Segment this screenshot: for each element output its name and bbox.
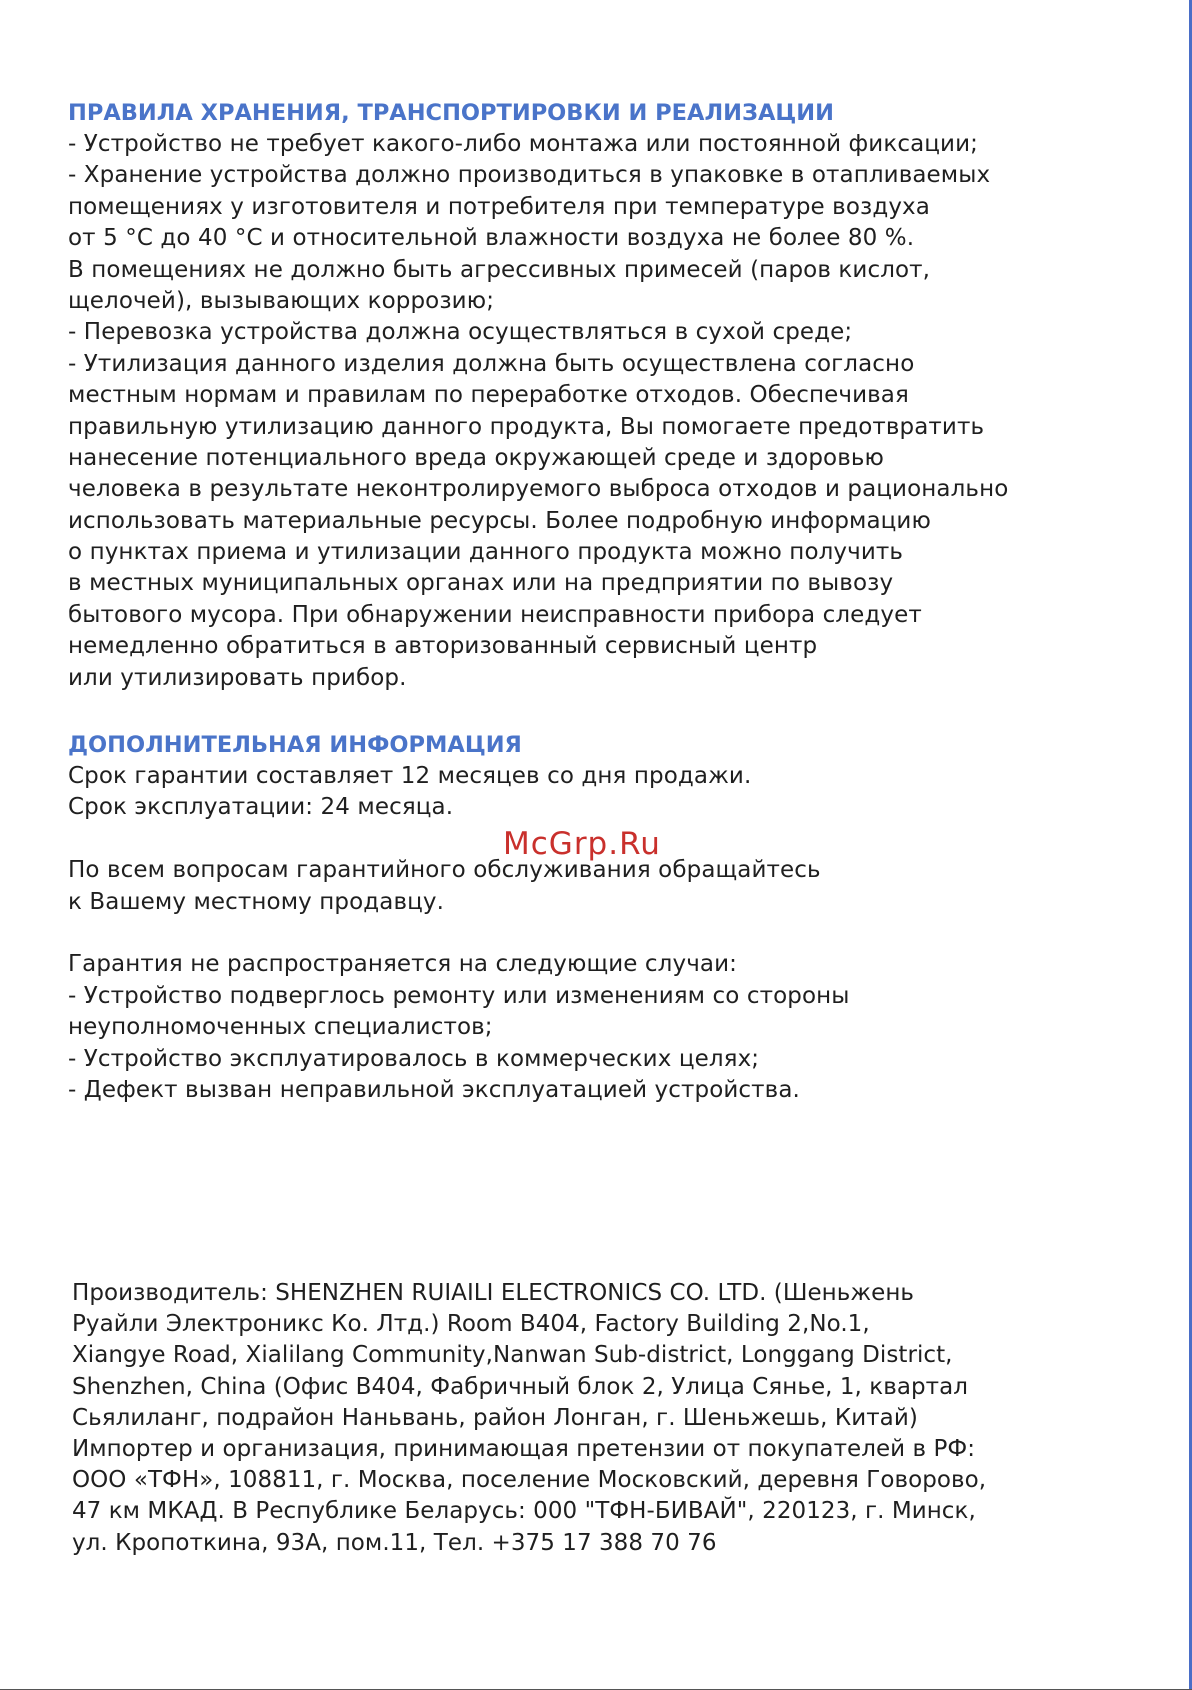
storage-section [68,98,1158,694]
storage-line: от 5 °С до 40 °С и относительной влажности воздуха не более 80 %. [68,225,915,252]
storage-line: человека в результате неконтролируемого выброса отходов и рационально [68,476,1009,503]
storage-line: в местных муниципальных органах или на предприятии по вывозу [68,570,894,597]
exclusion-line: - Устройство эксплуатировалось в коммерческих целях; [68,1045,760,1072]
exclusion-line: Гарантия не распространяется на следующие случаи: [68,951,737,978]
importer-line: ул. Кропоткина, 93А, пом.11, Тел. +375 17 388 70 76 [72,1529,717,1556]
service-line: По всем вопросам гарантийного обслуживания обращайтесь [68,857,821,884]
storage-line: щелочей), вызывающих коррозию; [68,287,495,314]
storage-line: или утилизировать прибор. [68,664,407,691]
exclusion-line: - Дефект вызван неправильной эксплуатацией устройства. [68,1076,800,1103]
watermark: McGrp.Ru [503,826,661,862]
storage-line: о пунктах приема и утилизации данного продукта можно получить [68,539,904,566]
manufacturer-section [72,1278,1152,1559]
storage-line: - Устройство не требует какого-либо монтажа или постоянной фиксации; [68,131,978,157]
exclusion-line: - Устройство подверглось ремонту или изменениям со стороны [68,982,850,1009]
warranty-line: Срок эксплуатации: 24 месяца. [68,794,454,821]
extra-info-heading: ДОПОЛНИТЕЛЬНАЯ ИНФОРМАЦИЯ [68,732,522,758]
storage-heading: ПРАВИЛА ХРАНЕНИЯ, ТРАНСПОРТИРОВКИ И РЕАЛИЗАЦИИ [68,100,834,126]
storage-line: - Хранение устройства должно производиться в упаковке в отапливаемых [68,162,991,189]
manufacturer-line: Xiangye Road, Xialilang Community,Nanwan Sub-district, Longgang District, [72,1342,953,1369]
storage-line: бытового мусора. При обнаружении неисправности прибора следует [68,601,922,628]
storage-line: - Утилизация данного изделия должна быть осуществлена согласно [68,350,915,377]
manufacturer-line: Руайли Электроникс Ко. Лтд.) Room B404, Factory Building 2,No.1, [72,1311,870,1338]
storage-line: местным нормам и правилам по переработке отходов. Обеспечивая [68,382,909,409]
storage-line: немедленно обратиться в авторизованный сервисный центр [68,633,818,660]
service-line: к Вашему местному продавцу. [68,888,445,915]
manufacturer-line: Сьялиланг, подрайон Наньвань, район Лонган, г. Шеньжешь, Китай) [72,1404,918,1431]
storage-line: В помещениях не должно быть агрессивных примесей (паров кислот, [68,256,931,283]
storage-line: правильную утилизацию данного продукта, Вы помогаете предотвратить [68,413,985,440]
importer-line: ООО «ТФН», 108811, г. Москва, поселение Московский, деревня Говорово, [72,1467,987,1494]
storage-line: использовать материальные ресурсы. Более подробную информацию [68,507,931,534]
manufacturer-line: Shenzhen, China (Офис В404, Фабричный блок 2, Улица Сянье, 1, квартал [72,1373,968,1400]
extra-info-section [68,730,1158,1106]
importer-line: Импортер и организация, принимающая претензии от покупателей в РФ: [72,1435,976,1462]
storage-line: помещениях у изготовителя и потребителя при температуре воздуха [68,193,930,220]
importer-line: 47 км МКАД. В Республике Беларусь: 000 "ТФН-БИВАЙ", 220123, г. Минск, [72,1498,976,1525]
manufacturer-line: Производитель: SHENZHEN RUIAILI ELECTRONICS CO. LTD. (Шеньжень [72,1280,915,1306]
exclusion-line: неуполномоченных специалистов; [68,1014,493,1041]
storage-line: нанесение потенциального вреда окружающей среде и здоровью [68,444,884,471]
storage-line: - Перевозка устройства должна осуществляться в сухой среде; [68,319,853,346]
warranty-line: Срок гарантии составляет 12 месяцев со дня продажи. [68,763,752,789]
